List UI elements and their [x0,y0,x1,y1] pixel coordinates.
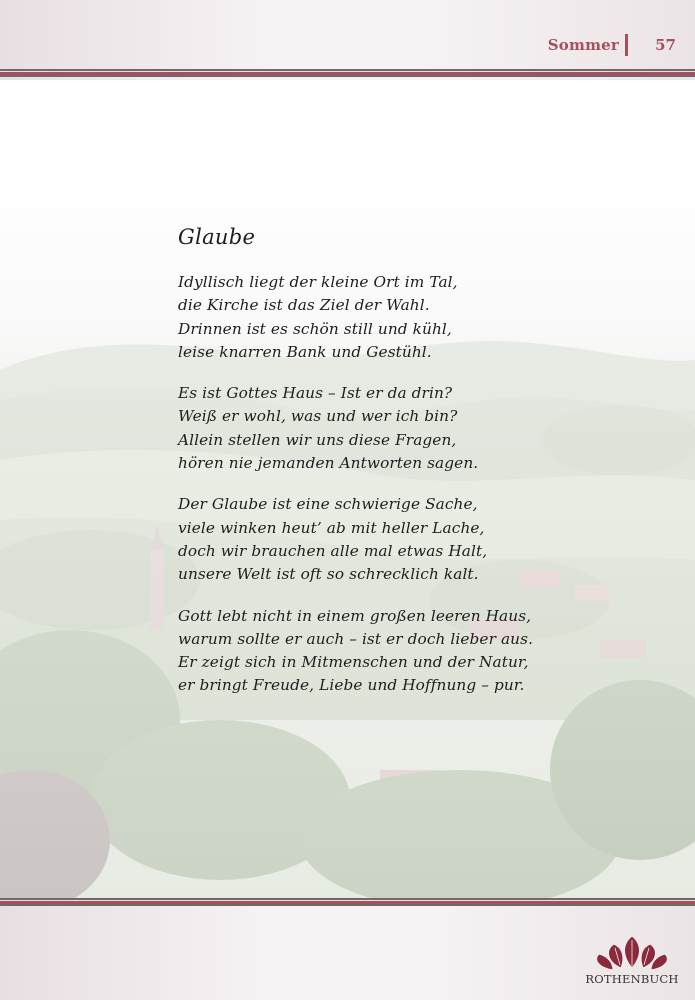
bottom-rule [0,898,695,906]
page-header [0,0,695,78]
page-number: 57 [655,36,676,54]
poem-line: viele winken heut’ ab mit heller Lache, [178,518,485,537]
poem-line: doch wir brauchen alle mal etwas Halt, [178,541,488,560]
poem-line: er bringt Freude, Liebe und Hoffnung – pur. [178,676,525,695]
poem-line: Er zeigt sich in Mitmenschen und der Natur, [178,653,529,672]
poem-stanza-1 [178,271,618,364]
section-title: Sommer [547,36,619,54]
poem-stanza-3 [178,493,618,586]
poem [178,225,618,716]
poem-line: Gott lebt nicht in einem großen leeren Haus, [178,606,532,625]
poem-line: Drinnen ist es schön still und kühl, [178,319,452,338]
poem-stanza-4 [178,605,618,698]
poem-line: leise knarren Bank und Gestühl. [178,342,432,361]
top-rule [0,69,695,77]
poem-line: Es ist Gottes Haus – Ist er da drin? [178,384,453,403]
poem-line: Weiß er wohl, was und wer ich bin? [178,407,458,426]
header-divider [625,34,628,56]
poem-line: unsere Welt ist oft so schrecklich kalt. [178,565,479,584]
poem-line: Allein stellen wir uns diese Fragen, [178,430,457,449]
poem-line: hören nie jemanden Antworten sagen. [178,454,479,473]
poem-line: die Kirche ist das Ziel der Wahl. [178,296,430,315]
poem-title: Glaube [178,225,256,249]
poem-line: warum sollte er auch – ist er doch lieber aus. [178,629,534,648]
poem-stanza-2 [178,382,618,475]
logo-wordmark: ROTHENBUCH [585,972,679,986]
poem-line: Idyllisch liegt der kleine Ort im Tal, [178,273,458,291]
poem-line: Der Glaube ist eine schwierige Sache, [178,495,478,514]
